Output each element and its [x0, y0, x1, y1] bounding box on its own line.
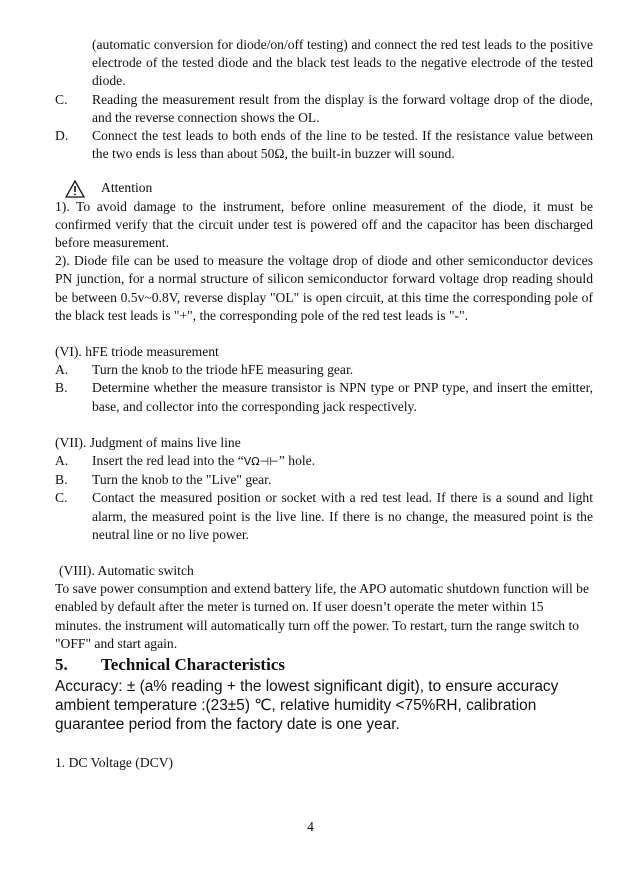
list-text: Contact the measured position or socket with a red test lead. If there is a sound and light alarm, the measured point is the live line. If there is no change, the measured point is the neutral line or no live power.	[92, 490, 593, 542]
list-label: B.	[55, 472, 68, 488]
list-item	[55, 489, 593, 544]
list-item	[55, 471, 593, 489]
live-line-heading: (VII). Judgment of mains live line	[55, 434, 241, 450]
list-text: Determine whether the measure transistor is NPN type or PNP type, and insert the emitter, base, and collector into the corresponding jack respectively.	[92, 380, 593, 414]
auto-switch-heading: (VIII). Automatic switch	[59, 563, 194, 579]
section-title: Technical Characteristics	[101, 655, 285, 675]
warning-icon	[65, 180, 85, 198]
section-number: 5.	[55, 655, 68, 675]
attention-paragraph-1: 1). To avoid damage to the instrument, before online measurement of the diode, it must be confirmed verify that the circuit under test is powered off and the capacitor has been discharged before measurement.	[55, 198, 593, 251]
list-text: Turn the knob to the "Live" gear.	[92, 472, 272, 488]
list-text: Connect the test leads to both ends of the line to be tested. If the resistance value between the two ends is less than about 50Ω, the built-in buzzer will sound.	[92, 128, 593, 162]
list-label: B.	[55, 380, 68, 396]
list-text: Reading the measurement result from the display is the forward voltage drop of the diode, and the reverse connection shows the OL.	[92, 91, 593, 125]
list-label: C.	[55, 490, 68, 506]
attention-paragraph-2: 2). Diode file can be used to measure the voltage drop of diode and other semiconductor devices PN junction, for a normal structure of silicon semiconductor forward voltage drop reading should be between 0.5v~0.8V, reverse display "OL" is open circuit, at this time the corresponding pole of the black test leads is "+", the corresponding pole of the red test leads is "-".	[55, 253, 593, 323]
list-item	[55, 379, 593, 415]
list-label: D.	[55, 128, 69, 144]
section-heading	[55, 656, 593, 674]
list-item	[55, 361, 593, 379]
manual-page	[55, 36, 593, 773]
attention-heading	[55, 179, 593, 197]
live-a-pre: Insert the red lead into the “	[92, 453, 244, 469]
accuracy-text: Accuracy: ± (a% reading + the lowest significant digit), to ensure accuracy ambient temperature :(23±5) ℃, relative humidity <75%RH, calibration guarantee period from the factory date is one year.	[55, 678, 559, 734]
list-label: A.	[55, 362, 69, 378]
list-text: Turn the knob to the triode hFE measuring gear.	[92, 362, 354, 378]
list-label: A.	[55, 453, 69, 469]
list-text	[92, 452, 593, 471]
jack-symbol: VΩ⊣⊢	[243, 455, 279, 469]
list-item	[55, 127, 593, 163]
diode-test-continuation: (automatic conversion for diode/on/off testing) and connect the red test leads to the positive electrode of the tested diode and the black test leads to the negative electrode of the tested diode.	[92, 37, 593, 89]
live-a-post: ” hole.	[278, 453, 316, 469]
auto-switch-text: To save power consumption and extend battery life, the APO automatic shutdown function will be enabled by default after the meter is turned on. If user doesn’t operate the meter within 15 minutes. the instrument will automatically turn off the power. To restart, turn the range switch to "OFF" and start again.	[55, 581, 589, 651]
hfe-heading: (VI). hFE triode measurement	[55, 344, 219, 360]
list-label: C.	[55, 91, 68, 107]
dcv-heading: 1. DC Voltage (DCV)	[55, 755, 174, 771]
list-item	[55, 452, 593, 471]
attention-title: Attention	[101, 180, 153, 196]
list-item	[55, 91, 593, 127]
page-number: 4	[307, 819, 314, 834]
